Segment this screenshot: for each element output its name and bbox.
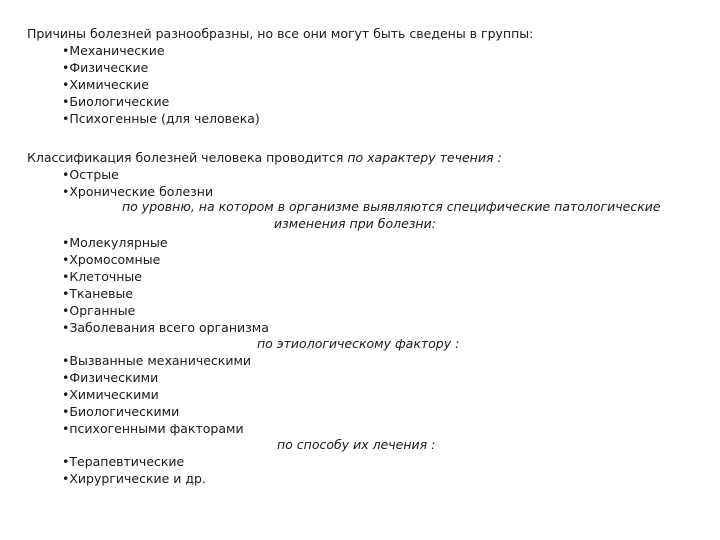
list-item: •Физическими xyxy=(62,370,159,385)
list-item: •Клеточные xyxy=(62,269,142,284)
list-item: •Физические xyxy=(62,60,149,75)
causes-intro: Причины болезней разнообразны, но все они могут быть сведены в группы: xyxy=(27,26,534,41)
list-item: •Терапевтические xyxy=(62,454,185,469)
list-item: •Хромосомные xyxy=(62,252,161,267)
course-heading: по характеру течения : xyxy=(347,150,502,165)
list-item: •Механические xyxy=(62,43,165,58)
level-heading-line2: изменения при болезни: xyxy=(274,216,436,231)
classification-intro-text: Классификация болезней человека проводится xyxy=(27,150,344,165)
list-item: •Молекулярные xyxy=(62,235,168,250)
list-item: •Биологическими xyxy=(62,404,180,419)
list-item: •Психогенные (для человека) xyxy=(62,111,260,126)
list-item: •Органные xyxy=(62,303,136,318)
list-item: •Биологические xyxy=(62,94,170,109)
list-item: •Хирургические и др. xyxy=(62,471,206,486)
level-heading-line1: по уровню, на котором в организме выявляются специфические патологические xyxy=(122,199,661,214)
classification-intro xyxy=(27,150,502,166)
etiology-heading: по этиологическому фактору : xyxy=(257,336,460,351)
list-item: •Заболевания всего организма xyxy=(62,320,269,335)
list-item: •Химические xyxy=(62,77,149,92)
list-item: •Химическими xyxy=(62,387,159,402)
list-item: •Хронические болезни xyxy=(62,184,214,199)
treatment-heading: по способу их лечения : xyxy=(277,437,436,452)
list-item: •психогенными факторами xyxy=(62,421,244,436)
list-item: •Тканевые xyxy=(62,286,134,301)
list-item: •Вызванные механическими xyxy=(62,353,252,368)
list-item: •Острые xyxy=(62,167,119,182)
